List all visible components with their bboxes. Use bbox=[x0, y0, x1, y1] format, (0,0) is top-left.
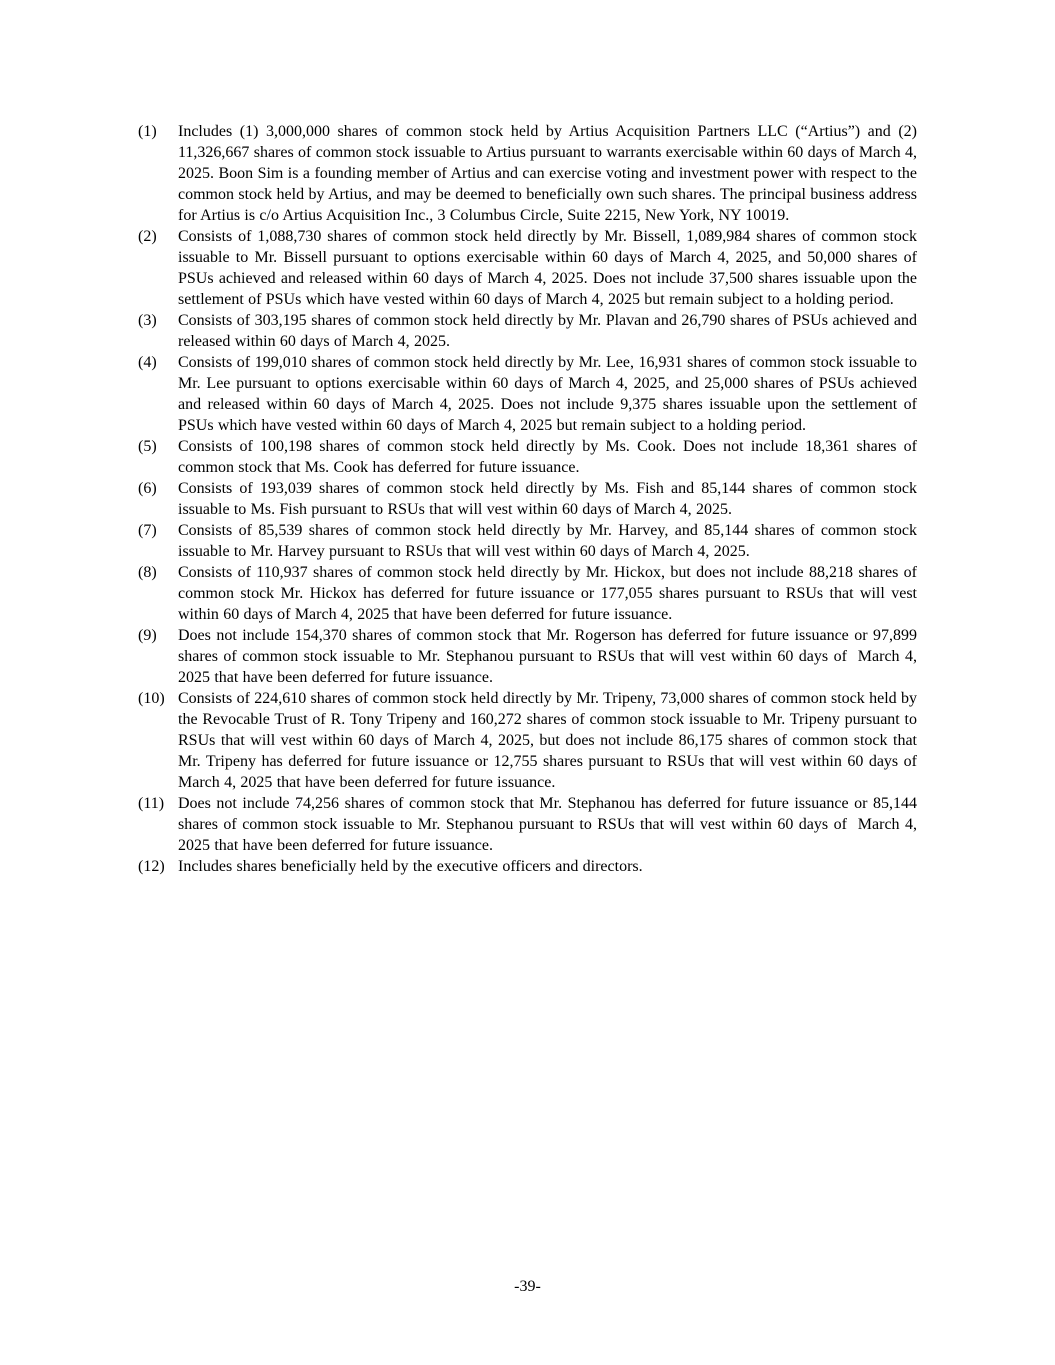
footnote-number: (1) bbox=[138, 123, 157, 140]
footnote-text: Includes shares beneficially held by the executive officers and directors. bbox=[178, 858, 643, 875]
footnote-item bbox=[138, 793, 917, 856]
footnote-item bbox=[138, 310, 917, 352]
footnote-number: (7) bbox=[138, 522, 157, 539]
footnote-number: (6) bbox=[138, 480, 157, 497]
footnotes-list bbox=[138, 121, 917, 877]
footnote-item bbox=[138, 352, 917, 436]
footnote-number: (8) bbox=[138, 564, 157, 581]
footnote-item bbox=[138, 478, 917, 520]
footnote-number: (9) bbox=[138, 627, 157, 644]
footnote-item bbox=[138, 520, 917, 562]
footnote-number: (11) bbox=[138, 795, 165, 812]
footnote-number: (4) bbox=[138, 354, 157, 371]
footnote-item bbox=[138, 226, 917, 310]
footnote-text: Consists of 85,539 shares of common stock held directly by Mr. Harvey, and 85,144 shares of common stock issuable to Mr. Harvey pursuant to RSUs that will vest within 60 days of March 4, 2025. bbox=[178, 522, 917, 560]
footnote-item bbox=[138, 856, 917, 877]
footnote-text: Does not include 74,256 shares of common stock that Mr. Stephanou has deferred for future issuance or 85,144 shares of common stock issuable to Mr. Stephanou pursuant to RSUs that will vest within 60 days of March 4, 2025 that have been deferred for future issuance. bbox=[178, 795, 917, 854]
footnote-number: (3) bbox=[138, 312, 157, 329]
footnote-item bbox=[138, 688, 917, 793]
footnote-text: Consists of 303,195 shares of common stock held directly by Mr. Plavan and 26,790 shares of PSUs achieved and released within 60 days of March 4, 2025. bbox=[178, 312, 917, 350]
footnote-text: Consists of 199,010 shares of common stock held directly by Mr. Lee, 16,931 shares of common stock issuable to Mr. Lee pursuant to options exercisable within 60 days of March 4, 2025, and 25,000 shares of PSUs achieved and released within 60 days of March 4, 2025. Does not include 9,375 shares issuable upon the settlement of PSUs which have vested within 60 days of March 4, 2025 but remain subject to a holding period. bbox=[178, 354, 917, 434]
footnote-item bbox=[138, 436, 917, 478]
page-number: -39- bbox=[514, 1278, 541, 1295]
footnote-number: (10) bbox=[138, 690, 165, 707]
footnote-text: Consists of 1,088,730 shares of common stock held directly by Mr. Bissell, 1,089,984 shares of common stock issuable to Mr. Bissell pursuant to options exercisable within 60 days of March 4, 2025, and 50,000 shares of PSUs achieved and released within 60 days of March 4, 2025. Does not include 37,500 shares issuable upon the settlement of PSUs which have vested within 60 days of March 4, 2025 but remain subject to a holding period. bbox=[178, 228, 917, 308]
footnote-item bbox=[138, 562, 917, 625]
footnote-text: Does not include 154,370 shares of common stock that Mr. Rogerson has deferred for future issuance or 97,899 shares of common stock issuable to Mr. Stephanou pursuant to RSUs that will vest within 60 days of March 4, 2025 that have been deferred for future issuance. bbox=[178, 627, 917, 686]
footnote-text: Consists of 100,198 shares of common stock held directly by Ms. Cook. Does not include 18,361 shares of common stock that Ms. Cook has deferred for future issuance. bbox=[178, 438, 917, 476]
footnote-item bbox=[138, 121, 917, 226]
footnote-number: (5) bbox=[138, 438, 157, 455]
footnote-number: (2) bbox=[138, 228, 157, 245]
footnote-text: Consists of 110,937 shares of common stock held directly by Mr. Hickox, but does not include 88,218 shares of common stock Mr. Hickox has deferred for future issuance or 177,055 shares pursuant to RSUs that will vest within 60 days of March 4, 2025 that have been deferred for future issuance. bbox=[178, 564, 917, 623]
footnote-text: Consists of 193,039 shares of common stock held directly by Ms. Fish and 85,144 shares of common stock issuable to Ms. Fish pursuant to RSUs that will vest within 60 days of March 4, 2025. bbox=[178, 480, 917, 518]
footnote-item bbox=[138, 625, 917, 688]
footnote-text: Consists of 224,610 shares of common stock held directly by Mr. Tripeny, 73,000 shares of common stock held by the Revocable Trust of R. Tony Tripeny and 160,272 shares of common stock issuable to Mr. Tripeny pursuant to RSUs that will vest within 60 days of March 4, 2025, but does not include 86,175 shares of common stock that Mr. Tripeny has deferred for future issuance or 12,755 shares pursuant to RSUs that will vest within 60 days of March 4, 2025 that have been deferred for future issuance. bbox=[178, 690, 917, 791]
footnote-number: (12) bbox=[138, 858, 165, 875]
footnote-text: Includes (1) 3,000,000 shares of common stock held by Artius Acquisition Partners LLC (“Artius”) and (2) 11,326,667 shares of common stock issuable to Artius pursuant to warrants exercisable within 60 days of March 4, 2025. Boon Sim is a founding member of Artius and can exercise voting and investment power with respect to the common stock held by Artius, and may be deemed to beneficially own such shares. The principal business address for Artius is c/o Artius Acquisition Inc., 3 Columbus Circle, Suite 2215, New York, NY 10019. bbox=[178, 123, 917, 224]
